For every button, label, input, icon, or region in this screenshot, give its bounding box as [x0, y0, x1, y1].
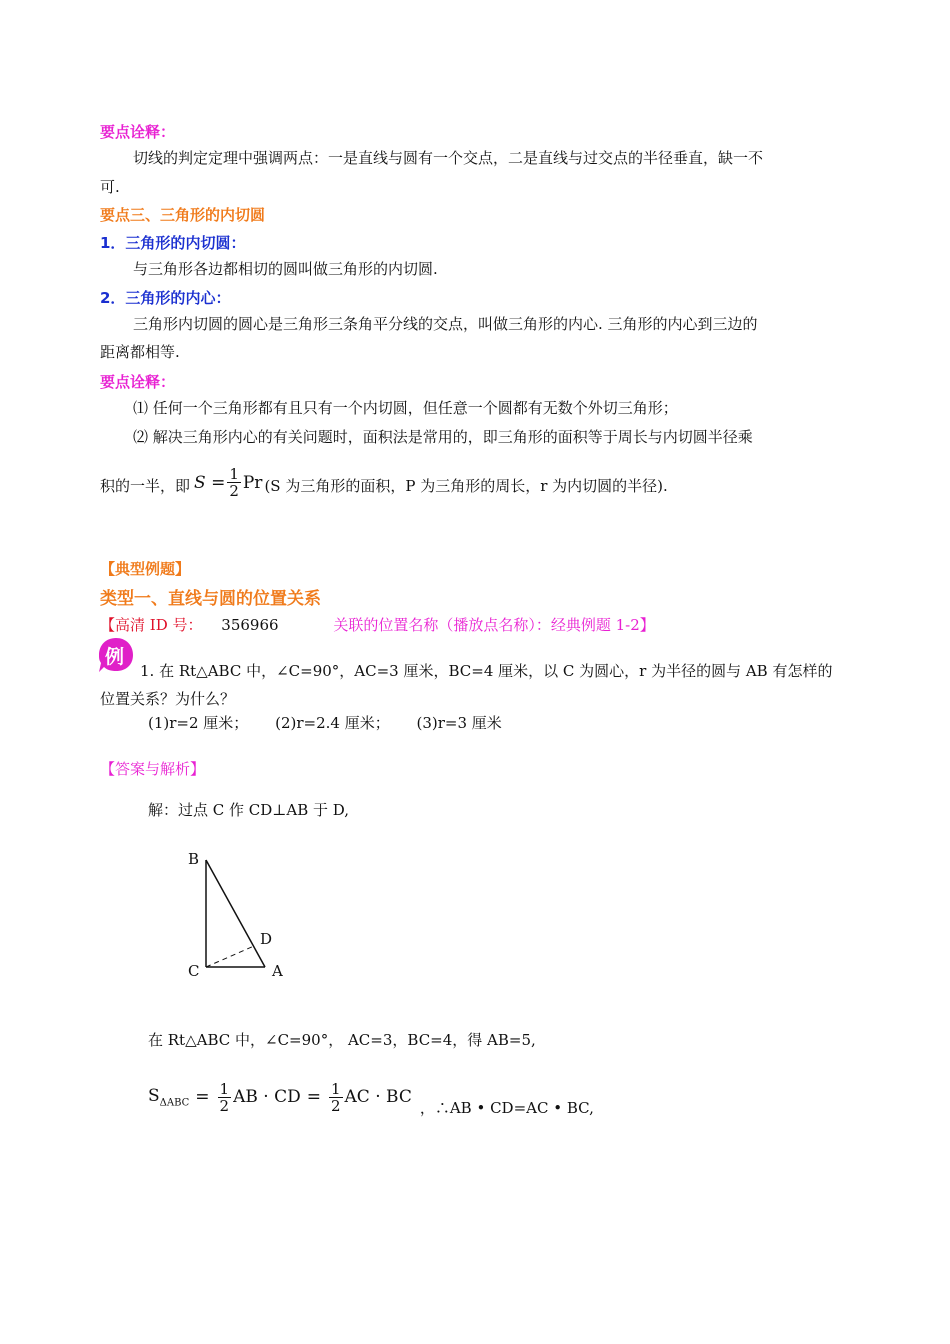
incenter-text-line-2: 距离都相等.: [100, 343, 180, 361]
type-one-heading: 类型一、直线与圆的位置关系: [100, 589, 321, 609]
area-term-2: AC · BC: [344, 1087, 412, 1107]
area-lhs: [148, 1086, 189, 1108]
subheading-incenter: 2．三角形的内心：: [100, 289, 231, 307]
area-equals-2: =: [306, 1087, 321, 1107]
option-1: (1)r=2 厘米；: [148, 714, 249, 732]
note-item-2: ⑵ 解决三角形内心的有关问题时，面积法是常用的，即三角形的面积等于周长与内切圆半径乘: [133, 428, 753, 446]
note-heading-1: 要点诠释：: [100, 123, 176, 141]
note-text-line-1: 切线的判定定理中强调两点：一是直线与圆有一个交点，二是直线与过交点的半径垂直，缺一不: [133, 149, 764, 167]
area-half-1: [218, 1081, 232, 1114]
area-half-1-num: 1: [219, 1079, 230, 1098]
note-heading-2: 要点诠释：: [100, 373, 176, 391]
area-term-1: AB · CD: [233, 1087, 301, 1107]
area-formula: [194, 466, 262, 499]
vertex-label-b: B: [188, 850, 200, 868]
triangle-diagram: [183, 848, 293, 983]
area-half-2-den: 2: [330, 1096, 341, 1115]
area-half-2: [329, 1081, 343, 1114]
solution-line-2: 在 Rt△ABC 中，∠C=90°， AC=3，BC=4，得 AB=5,: [148, 1031, 536, 1049]
option-2: (2)r=2.4 厘米；: [275, 714, 390, 732]
note-item-2-suffix: (S 为三角形的面积，P 为三角形的周长，r 为内切圆的半径).: [264, 477, 668, 495]
subheading-incircle-definition: 1．三角形的内切圆：: [100, 234, 246, 252]
area-half-2-num: 1: [330, 1079, 341, 1098]
note-item-1: ⑴ 任何一个三角形都有且只有一个内切圆，但任意一个圆都有无数个外切三角形；: [133, 399, 678, 417]
section-heading-incircle: 要点三、三角形的内切圆: [100, 206, 266, 224]
solution-line-1: 解：过点 C 作 CD⊥AB 于 D,: [148, 801, 350, 819]
example-badge-icon: [97, 636, 135, 674]
vertex-label-a: A: [272, 962, 283, 980]
note-item-2-prefix: 积的一半，即: [100, 477, 191, 495]
question-1-options: [148, 713, 502, 733]
incenter-text-line-1: 三角形内切圆的圆心是三角形三条角平分线的交点，叫做三角形的内心. 三角形的内心到三边的: [133, 315, 758, 333]
incircle-definition-text: 与三角形各边都相切的圆叫做三角形的内切圆.: [133, 260, 438, 278]
example-badge-label: 例: [105, 646, 125, 668]
formula-denominator: 2: [229, 482, 239, 500]
examples-heading: 【典型例题】: [100, 560, 191, 578]
formula-lhs: S =: [194, 472, 226, 493]
formula-fraction: [227, 466, 241, 499]
area-subscript: ΔABC: [159, 1097, 190, 1109]
question-1-line-1: 1. 在 Rt△ABC 中，∠C=90°，AC=3 厘米，BC=4 厘米，以 C 为圆心，r 为半径的圆与 AB 有怎样的: [140, 662, 833, 680]
option-3: (3)r=3 厘米: [416, 714, 502, 732]
note-text-line-2: 可.: [100, 178, 120, 196]
vertex-label-d: D: [260, 930, 273, 948]
answer-heading: 【答案与解析】: [100, 760, 206, 778]
area-half-1-den: 2: [219, 1096, 230, 1115]
area-equals-1: =: [195, 1087, 210, 1107]
note-item-2-continuation: [100, 455, 668, 499]
area-conclusion: ，∴AB • CD=AC • BC,: [419, 1099, 594, 1117]
video-id-suffix: 关联的位置名称（播放点名称）：经典例题 1-2】: [333, 616, 655, 634]
video-id-line: [100, 614, 655, 635]
question-1-line-2: 位置关系？为什么？: [100, 690, 236, 708]
video-id-value: 356966: [221, 616, 279, 634]
video-id-prefix: 【高清 ID 号：: [100, 616, 203, 634]
vertex-label-c: C: [188, 962, 200, 980]
area-s: S: [148, 1085, 160, 1106]
formula-rhs: Pr: [242, 472, 263, 493]
area-equation: [148, 1072, 594, 1122]
formula-numerator: 1: [229, 465, 239, 483]
